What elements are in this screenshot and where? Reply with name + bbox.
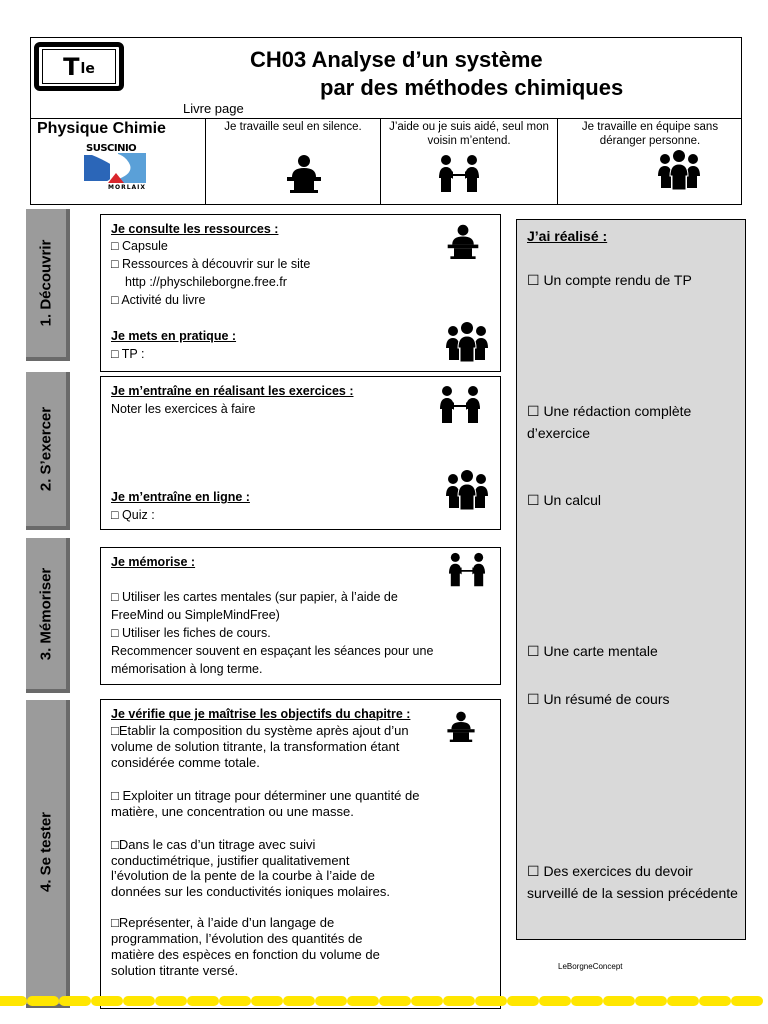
step-label: 2. S’exercer [37,406,55,492]
resource-item: □ Ressources à découvrir sur le site [111,257,311,271]
livre-page-label: Livre page [183,101,244,116]
team-icon [445,469,489,511]
checkbox-item[interactable]: ☐ Une rédaction complète d’exercice [527,403,692,441]
objective-line: matière des espèces en fonction du volume de [111,947,380,962]
objective-line: conductimétrique, justifier qualitativement [111,853,350,868]
objective-line: l’évolution de la pente de la courbe à l’aide de [111,868,375,883]
quiz-item: □ Quiz : [111,508,155,522]
school-logo [82,143,148,193]
resource-link[interactable]: http ://physchileborgne.free.fr [125,275,287,289]
memorise-line: FreeMind ou SimpleMindFree) [111,608,280,622]
checkbox-item[interactable]: ☐ Une carte mentale [527,643,658,659]
objective-line: □Dans le cas d’un titrage avec suivi [111,837,316,852]
level-text: T [63,52,80,81]
checkbox-item[interactable]: ☐ Un résumé de cours [527,691,670,707]
practice-title: Je mets en pratique : [111,329,237,343]
mode-pair-text: J’aide ou je suis aidé, seul mon voisin m’entend. [389,121,549,147]
mode-solo-text: Je travaille seul en silence. [224,121,362,133]
memorise-line: mémorisation à long terme. [111,662,263,676]
decorative-dash-border [0,994,768,1008]
header-col-divider [557,118,558,205]
objective-line: □Représenter, à l’aide d’un langage de [111,915,335,930]
objective-line: □ Exploiter un titrage pour déterminer une quantité de [111,788,420,803]
header-col-divider [380,118,381,205]
subject-label: Physique Chimie [37,120,166,137]
panel-title: J’ai réalisé : [527,228,608,244]
pair-exchange-icon [447,552,487,588]
exercer-box [100,376,501,530]
level-sup: le [80,60,95,77]
objective-line: matière, une concentration ou une masse. [111,804,354,819]
team-icon [445,321,489,363]
logo-text-top: SUSCINIO [86,143,137,154]
pair-exchange-icon [436,154,482,194]
step-memoriser [26,538,70,693]
exercise-title: Je m’entraîne en réalisant les exercices : [111,384,354,398]
objective-line: □Etablir la composition du système après ajout d’un [111,723,409,738]
memorise-line: □ Utiliser les cartes mentales (sur papier, à l’aide de [111,590,398,604]
objective-line: volume de solution titrante, la transformation étant [111,739,400,754]
consult-title: Je consulte les ressources : [111,222,279,236]
decouvrir-box [100,214,501,372]
step-tester [26,700,70,1008]
header-col-divider [205,118,206,205]
step-decouvrir [26,209,70,361]
level-badge [34,42,124,91]
header-divider [30,118,742,119]
resource-item: □ Capsule [111,239,168,253]
objective-line: solution titrante versé. [111,963,239,978]
checkbox-item[interactable]: ☐ Un compte rendu de TP [527,272,692,288]
memoriser-box [100,547,501,685]
memorise-title: Je mémorise : [111,555,196,569]
team-icon [657,150,701,190]
page-title-line2: par des méthodes chimiques [320,75,624,100]
tester-box [100,699,501,1009]
memorise-line: □ Utiliser les fiches de cours. [111,626,271,640]
objectives-title: Je vérifie que je maîtrise les objectifs du chapitre : [111,707,411,721]
mode-team-text: Je travaille en équipe sans déranger personne. [581,121,719,147]
page-title-line1: CH03 Analyse d’un système [250,47,543,72]
person-desk-icon [445,708,477,744]
credit-text: LeBorgneConcept [558,962,623,971]
completed-panel [516,219,746,940]
step-label: 4. Se tester [37,811,55,893]
step-label: 1. Découvrir [37,239,55,327]
objective-line: programmation, l’évolution des quantités de [111,931,363,946]
step-exercer [26,372,70,530]
pair-exchange-icon [437,385,483,425]
logo-text-bottom: MORLAIX [108,184,147,191]
step-label: 3. Mémoriser [37,567,55,660]
online-title: Je m’entraîne en ligne : [111,490,250,504]
checkbox-item[interactable]: ☐ Un calcul [527,492,602,508]
exercise-note: Noter les exercices à faire [111,402,256,416]
resource-item: □ Activité du livre [111,293,206,307]
memorise-line: Recommencer souvent en espaçant les séances pour une [111,644,434,658]
checkbox-item[interactable]: ☐ Des exercices du devoir surveillé de la session précédente [527,863,738,901]
practice-item: □ TP : [111,347,145,361]
objective-line: considérée comme totale. [111,755,260,770]
objective-line: données sur les conductivités ioniques molaires. [111,884,390,899]
person-desk-icon [445,222,481,260]
person-desk-icon [282,153,326,193]
